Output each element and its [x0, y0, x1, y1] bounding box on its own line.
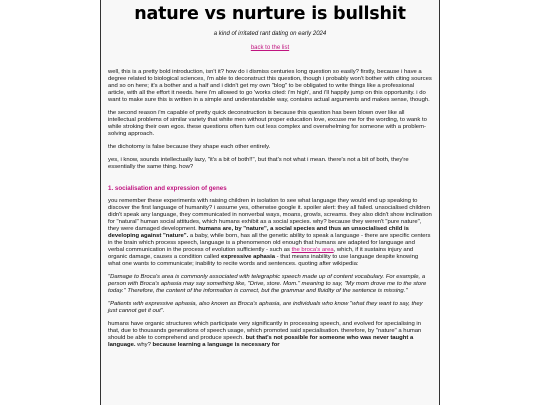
paragraph: the second reason i'm capable of pretty quick deconstruction is because this question has been blown over like all intellectual problems of similar variety that white men without proper education love, excuse me for the wording, to wank to while stroking their own egos. these questions often turn out less complex and overwhelming for someone with a problem-solving approach.	[108, 110, 427, 137]
page-title: nature vs nurture is bullshit	[134, 4, 406, 24]
bold-text: because learning a language is necessary for	[152, 342, 280, 348]
text-span: - that means inability to use language despite knowing what one wants to communicate; inability to recite words and sentences. quoting after wikipedia:	[108, 254, 419, 267]
paragraph: the dichotomy is false because they shape each other entirely.	[108, 144, 271, 150]
page-frame	[100, 0, 440, 405]
paragraph: well, this is a pretty bold introduction, isn't it? how do i dismiss centuries long question so easily? firstly, because i have a degree related to biological sciences, i'm able to deconstruct this question, though i probably won't bother with citing sources and so on here; it's a bother and a half and i didn't get my own "blog" to be obligated to write things like a professional article, with all the effort it needs. here i'm allowed to go 'works cited: i'm high', and i'll happily jump on this opportunity. i do want to make sure this is written in a simple and understandable way, contains actual arguments and makes sense, though.	[108, 69, 432, 103]
article-body	[108, 69, 432, 349]
paragraph	[108, 198, 432, 268]
page-subtitle: a kind of irritated rant dating on early 2024	[213, 31, 327, 37]
bold-text: humans are, by "nature", a social species and thus an unsocialised child is developing against "nature".	[108, 226, 409, 239]
paragraph	[108, 321, 432, 349]
article	[101, 4, 439, 349]
back-to-list-link[interactable]: back to the list	[250, 45, 290, 51]
text-span: why?	[137, 342, 151, 348]
text-span: you remember these experiments with raising children in isolation to see what language they would end up speaking to discover the first language of humanity? i assume yes, otherwise google it. spoiler alert: they all failed. unsocialised children didn't speak any language, they communicated in nonverbal ways, moans, growls, screams. they also didn't show inclination for "natural" human social attitudes, which humans exhibit as a social species. why? because they weren't "pure nature", they were damaged development.	[108, 198, 432, 232]
text-span: humans have organic structures which participate very significantly in processing speech, and evolved for specialising in that, due to thousands generations of speech usage, which promoted said specialisation. therefore, by "nature" a human should be able to comprehend and produce speech.	[108, 321, 422, 341]
section-heading: 1. socialisation and expression of genes	[108, 185, 227, 192]
bold-text: expressive aphasia	[220, 254, 276, 260]
quote: "Damage to Broca's area is commonly associated with telegraphic speech made up of content vocabulary. For example, a person with Broca's aphasia may say something like, "Drive, store. Mom." meaning to say, "My mom drove me to the store today." Therefore, the content of the information is correct, but the grammar and fluidity of the sentence is missing."	[108, 274, 427, 294]
paragraph: yes, i know, sounds intellectually lazy, "it's a bit of both!!", but that's not what i mean. there's not a bit of both, they're essentially the same thing. how?	[108, 157, 409, 170]
brocas-area-link[interactable]: the broca's area	[291, 247, 334, 253]
text-span: a baby, while born, has all the genetic ability to speak a language - there are specific centers in the brain which process speech, language is a phenomenon old enough that humans are adapted for language and verbal communication in the process of evolution sufficiently - such as	[108, 233, 431, 253]
bold-text: but that's not possible for someone who was never taught a language.	[108, 335, 414, 348]
text-span: , which, if it sustains injury and organic damage, causes a condition called	[108, 247, 414, 260]
quote: "Patients with expressive aphasia, also known as Broca's aphasia, are individuals who know "what they want to say, they just cannot get it out".	[108, 301, 423, 314]
